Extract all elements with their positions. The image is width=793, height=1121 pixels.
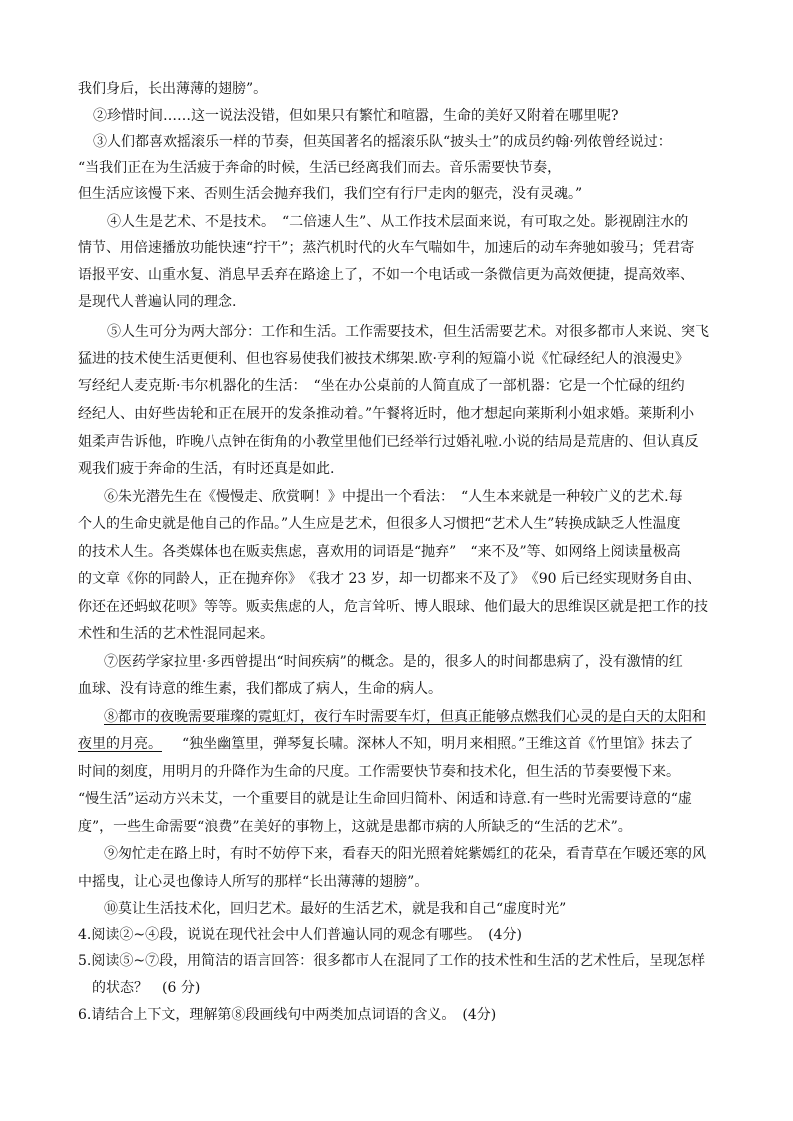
text-line: 写经纪人麦克斯·韦尔机器化的生活： “坐在办公桌前的人简直成了一部机器：它是一个忙碌的纽约	[78, 378, 685, 394]
text-line: 血球、没有诗意的维生素，我们都成了病人，生命的病人。	[78, 681, 442, 697]
text-line: 语报平安、山重水复、消息早丢弃在路途上了，不如一个电话或一条微信更为高效便捷，提高效率、	[78, 267, 694, 283]
text-line: ⑦医药学家拉里·多西曾提出“时间疾病”的概念。是的，很多人的时间都患病了，没有激情的红	[104, 654, 683, 670]
question-6: 6.请结合上下文，理解第⑧段画线句中两类加点词语的含义。 (4分)	[78, 1007, 497, 1023]
text-line: 中摇曳，让心灵也像诗人所写的那样“长出薄薄的翅膀”。	[78, 874, 429, 890]
question-5-continued: 的状态？ (6 分)	[92, 980, 201, 996]
text-line: ⑩莫让生活技术化，回归艺术。最好的生活艺术，就是我和自己“虚度时光”	[104, 901, 567, 917]
text-line: 度”，一些生命需要“浪费”在美好的事物上，这就是患都市病的人所缺乏的“生活的艺术”。	[78, 819, 632, 835]
text-line: ④人生是艺术、不是技术。 “二倍速人生”、从工作技术层面来说，有可取之处。影视剧注水的	[107, 214, 689, 230]
question-5: 5.阅读⑤~⑦段，用简洁的语言回答：很多都市人在混同了工作的技术性和生活的艺术性后，呈现怎样	[78, 953, 706, 969]
text-line: ⑨匆忙走在路上时，有时不妨停下来，看春天的阳光照着姹紫嫣红的花朵，看青草在乍暖还寒的风	[104, 846, 706, 862]
text-line: “慢生活”运动方兴未艾，一个重要目的就是让生命回归简朴、闲适和诗意.有一些时光需要诗意的“虚	[78, 791, 692, 807]
text-line: 的技术人生。各类媒体也在贩卖焦虑，喜欢用的词语是“抛弃” “来不及”等、如网络上阅读量极高	[78, 544, 681, 560]
text-line: 姐柔声告诉他，昨晚八点钟在街角的小教堂里他们已经举行过婚礼啦.小说的结局是荒唐的、但认真反	[78, 434, 699, 450]
text-line: 个人的生命史就是他自己的作品。”人生应是艺术，但很多人习惯把“艺术人生”转换成缺乏人性温度	[78, 516, 681, 532]
text-line: 是现代人普遍认同的理念.	[78, 294, 237, 310]
text-line: 观我们疲于奔命的生活，有时还真是如此.	[78, 461, 335, 477]
text-line: 猛进的技术使生活更便利、但也容易使我们被技术绑架.欧·亨利的短篇小说《忙碌经纪人的浪漫史》	[78, 351, 689, 367]
text-line: ③人们都喜欢摇滚乐一样的节奏，但英国著名的摇滚乐队“披头士”的成员约翰·列侬曾经说过：	[93, 134, 672, 150]
text-line: ②珍惜时间……这一说法没错，但如果只有繁忙和喧嚣，生命的美好又附着在哪里呢?	[93, 108, 619, 124]
text-line: 情节、用倍速播放功能快速“拧干”；蒸汽机时代的火车气喘如牛，加速后的动车奔驰如骏马；凭君寄	[78, 240, 695, 256]
text-line: 时间的刻度，用明月的升降作为生命的尺度。工作需要快节奏和技术化，但生活的节奏要慢下来。	[78, 764, 680, 780]
text-line: 你还在还蚂蚁花呗》等等。贩卖焦虑的人，危言耸听、博人眼球、他们最大的思维误区就是把工作的技	[78, 599, 708, 615]
underlined-sentence: 夜里的月亮。	[78, 736, 162, 752]
underlined-sentence: ⑧都市的夜晚需要璀璨的霓虹灯，夜行车时需要车灯，但真正能够点燃我们心灵的是白天的太阳和	[104, 709, 706, 725]
text-line: “独坐幽篁里，弹琴复长啸。深林人不知，明月来相照。”王维这首《竹里馆》抹去了	[168, 736, 694, 752]
text-line: 的文章《你的同龄人，正在抛弃你》 《我才 23 岁，却一切都来不及了》 《90 后已经实现财务自由、	[78, 571, 701, 587]
question-4: 4.阅读②~④段，说说在现代社会中人们普遍认同的观念有哪些。 (4分)	[78, 927, 522, 943]
text-line: “当我们正在为生活疲于奔命的时候，生活已经离我们而去。音乐需要快节奏，	[78, 160, 562, 176]
text-line: ⑥朱光潜先生在《慢慢走、欣赏啊！》中提出一个看法： “人生本来就是一种较广义的艺术.每	[104, 489, 683, 505]
text-line: ⑤人生可分为两大部分：工作和生活。工作需要技术，但生活需要艺术。对很多都市人来说、突飞	[107, 324, 709, 340]
text-line: 经纪人、由好些齿轮和正在展开的发条推动着。”午餐将近时，他才想起向莱斯利小姐求婚。莱斯利小	[78, 406, 695, 422]
text-line: 我们身后，长出薄薄的翅膀”。	[78, 81, 268, 97]
text-line: 但生活应该慢下来、否则生活会抛弃我们，我们空有行尸走肉的躯壳，没有灵魂。”	[78, 186, 583, 202]
text-line: 术性和生活的艺术性混同起来。	[78, 626, 274, 642]
